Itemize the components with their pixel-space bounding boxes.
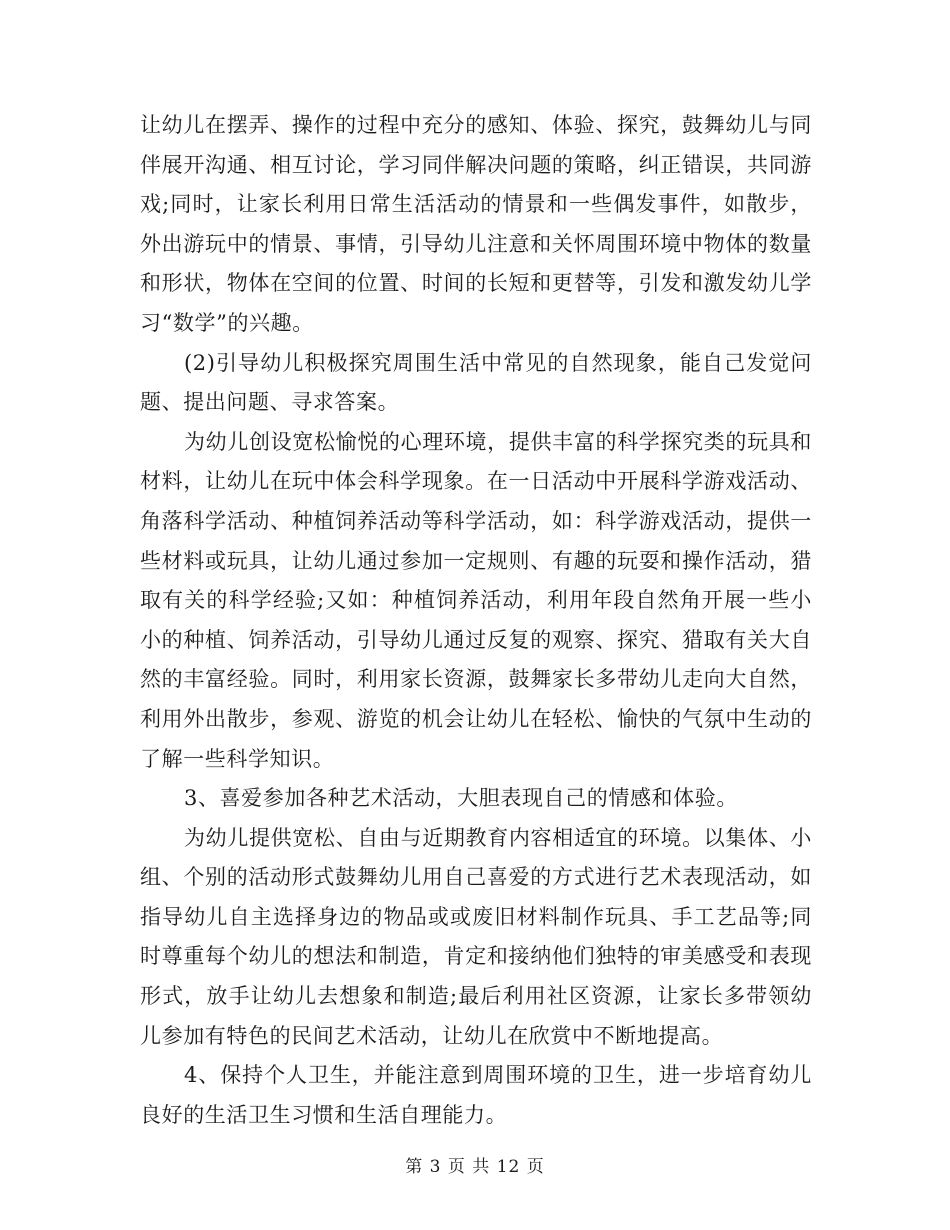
paragraph-science-environment: 为幼儿创设宽松愉悦的心理环境，提供丰富的科学探究类的玩具和材料，让幼儿在玩中体会科学现象。在一日活动中开展科学游戏活动、角落科学活动、种植饲养活动等科学活动，如：科学游戏活动，提供一些材料或玩具，让幼儿通过参加一定规则、有趣的玩耍和操作活动，猎取有关的科学经验;又如：种植饲养活动，利用年段自然角开展一些小小的种植、饲养活动，引导幼儿通过反复的观察、探究、猎取有关大自然的丰富经验。同时，利用家长资源，鼓舞家长多带幼儿走向大自然，利用外出散步，参观、游览的机会让幼儿在轻松、愉快的气氛中生动的了解一些科学知识。 — [140, 429, 812, 771]
page-number-footer: 第 3 页 共 12 页 — [405, 1157, 545, 1177]
document-body — [140, 106, 812, 1135]
paragraph-nature-exploration-heading: (2)引导幼儿积极探究周围生活中常见的自然现象，能自己发觉问题、提出问题、寻求答案。 — [140, 350, 812, 415]
paragraph-art-environment: 为幼儿提供宽松、自由与近期教育内容相适宜的环境。以集体、小组、个别的活动形式鼓舞幼儿用自己喜爱的方式进行艺术表现活动，如指导幼儿自主选择身边的物品或或废旧材料制作玩具、手工艺品等;同时尊重每个幼儿的想法和制造，肯定和接纳他们独特的审美感受和表现形式，放手让幼儿去想象和制造;最后利用社区资源，让家长多带领幼儿参加有特色的民间艺术活动，让幼儿在欣赏中不断地提高。 — [140, 825, 812, 1048]
paragraph-hygiene-heading: 4、保持个人卫生，并能注意到周围环境的卫生，进一步培育幼儿良好的生活卫生习惯和生活自理能力。 — [140, 1063, 812, 1127]
paragraph-math-interest: 让幼儿在摆弄、操作的过程中充分的感知、体验、探究，鼓舞幼儿与同伴展开沟通、相互讨论，学习同伴解决问题的策略，纠正错误，共同游戏;同时，让家长利用日常生活活动的情景和一些偶发事件，如散步，外出游玩中的情景、事情，引导幼儿注意和关怀周围环境中物体的数量和形状，物体在空间的位置、时间的长短和更替等，引发和激发幼儿学习“数学”的兴趣。 — [140, 113, 812, 335]
paragraph-art-activities-heading: 3、喜爱参加各种艺术活动，大胆表现自己的情感和体验。 — [184, 786, 738, 811]
